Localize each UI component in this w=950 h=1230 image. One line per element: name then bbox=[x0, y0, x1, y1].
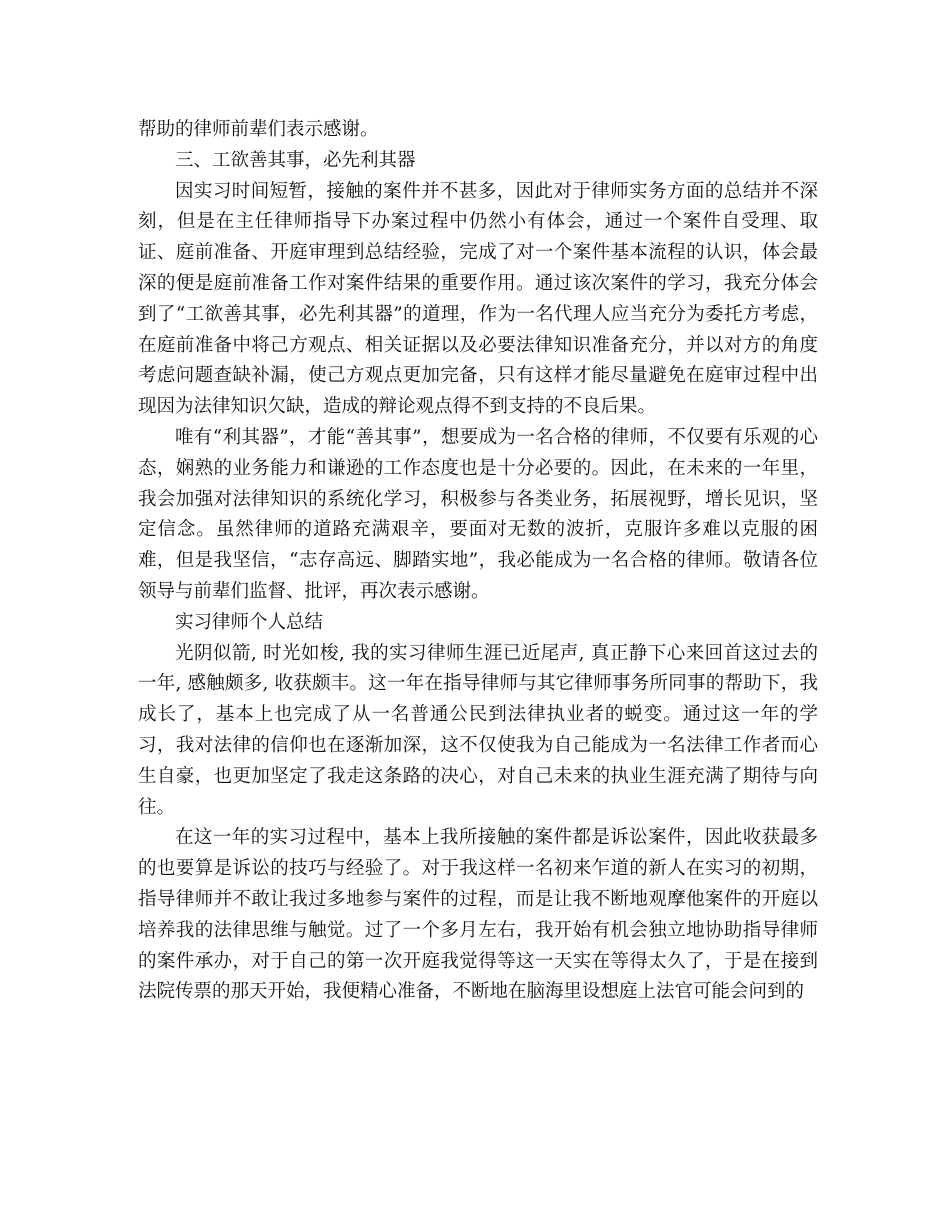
section-heading: 三、工欲善其事，必先利其器 bbox=[175, 149, 416, 171]
paragraph: 唯有“利其器”，才能“善其事”，想要成为一名合格的律师，不仅要有乐观的心态，娴熟的业务能力和谦逊的工作态度也是十分必要的。因此，在未来的一年里，我会加强对法律知识的系统化学习，积极参与各类业务，拓展视野，增长见识，坚定信念。虽然律师的道路充满艰辛，要面对无数的波折，克服许多难以克服的困难，但是我坚信，“志存高远、脚踏实地”，我必能成为一名合格的律师。敬请各位领导与前辈们监督、批评，再次表示感谢。 bbox=[138, 426, 818, 602]
paragraph: 因实习时间短暂，接触的案件并不甚多，因此对于律师实务方面的总结并不深刻，但是在主任律师指导下办案过程中仍然小有体会，通过一个案件自受理、取证、庭前准备、开庭审理到总结经验，完成了对一个案件基本流程的认识，体会最深的便是庭前准备工作对案件结果的重要作用。通过该次案件的学习，我充分体会到了“工欲善其事，必先利其器”的道理，作为一名代理人应当充分为委托方考虑，在庭前准备中将己方观点、相关证据以及必要法律知识准备充分，并以对方的角度考虑问题查缺补漏，使己方观点更加完备，只有这样才能尽量避免在庭审过程中出现因为法律知识欠缺，造成的辩论观点得不到支持的不良后果。 bbox=[138, 180, 818, 418]
paragraph: 光阴似箭, 时光如梭, 我的实习律师生涯已近尾声, 真正静下心来回首这过去的一年, 感触颇多, 收获颇丰。这一年在指导律师与其它律师事务所同事的帮助下，我成长了，基本上也完成了从一名普通公民到法律执业者的蜕变。通过这一年的学习，我对法律的信仰也在逐渐加深，这不仅使我为自己能成为一名法律工作者而心生自豪，也更加坚定了我走这条路的决心，对自己未来的执业生涯充满了期待与向往。 bbox=[138, 642, 818, 818]
paragraph: 在这一年的实习过程中，基本上我所接触的案件都是诉讼案件，因此收获最多的也要算是诉讼的技巧与经验了。对于我这样一名初来乍道的新人在实习的初期，指导律师并不敢让我过多地参与案件的过程，而是让我不断地观摩他案件的开庭以培养我的法律思维与触觉。过了一个多月左右，我开始有机会独立地协助指导律师的案件承办，对于自己的第一次开庭我觉得等这一天实在等得太久了，于是在接到法院传票的那天开始，我便精心准备，不断地在脑海里设想庭上法官可能会问到的 bbox=[138, 827, 818, 1003]
document-body bbox=[138, 115, 818, 1008]
paragraph-continuation: 帮助的律师前辈们表示感谢。 bbox=[138, 119, 379, 140]
document-title: 实习律师个人总结 bbox=[175, 611, 324, 633]
